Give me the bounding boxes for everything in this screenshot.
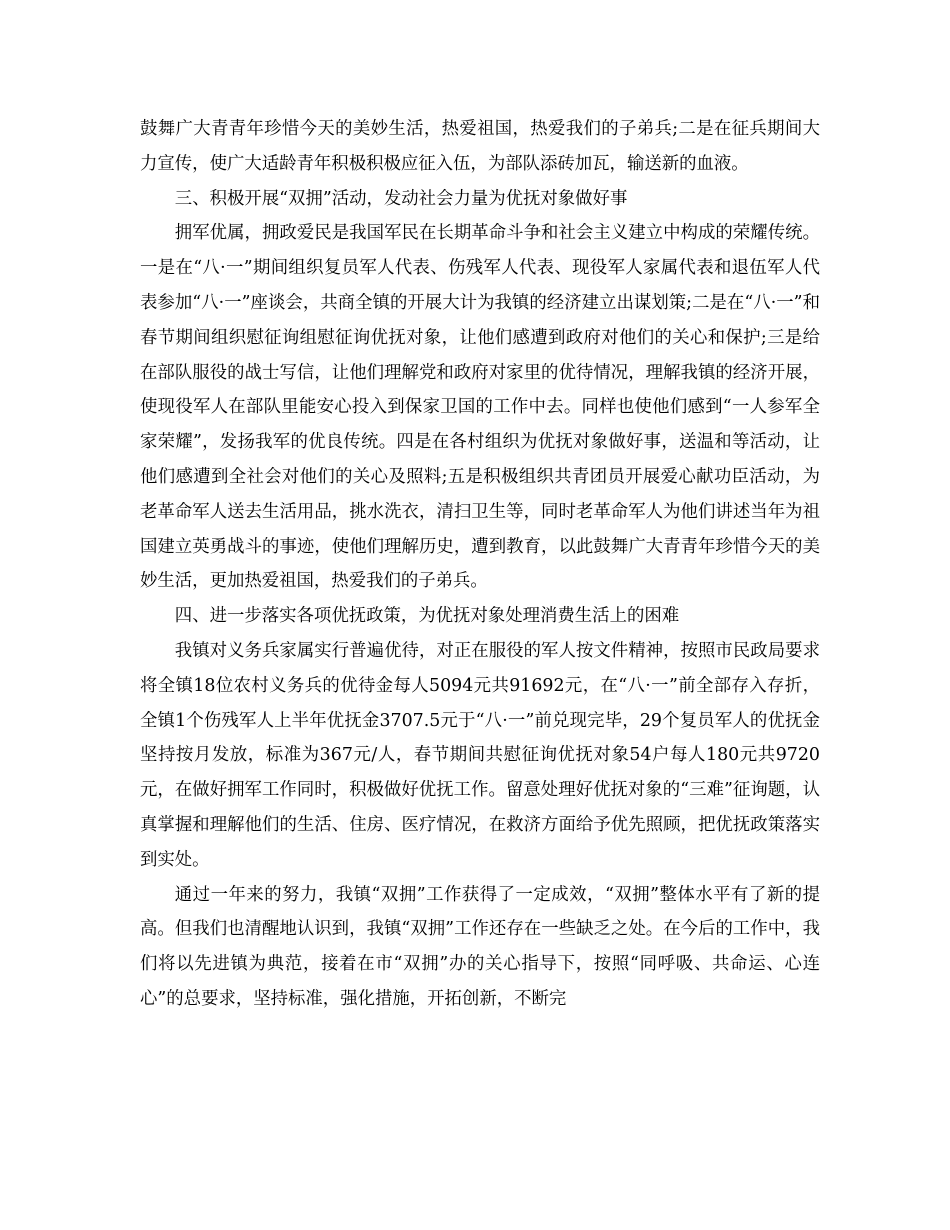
section-heading-three: 三、积极开展“双拥”活动，发动社会力量为优抚对象做好事 [174,188,628,209]
paragraph-support-military: 拥军优属，拥政爱民是我国军民在长期革命斗争和社会主义建立中构成的荣耀传统。一是在“八·一”期间组织复员军人代表、伤残军人代表、现役军人家属代表和退伍军人代表参加“八·一”座谈会，共商全镇的开展大计为我镇的经济建立出谋划策;二是在“八·一”和春节期间组织慰征询组慰征询优抚对象，让他们感遭到政府对他们的关心和保护;三是给在部队服役的战士写信，让他们理解党和政府对家里的优待情况，理解我镇的经济开展，使现役军人在部队里能安心投入到保家卫国的工作中去。同样也使他们感到“一人参军全家荣耀”，发扬我军的优良传统。四是在各村组织为优抚对象做好事，送温和等活动，让他们感遭到全社会对他们的关心及照料;五是积极组织共青团员开展爱心献功臣活动，为老革命军人送去生活用品，挑水洗衣，清扫卫生等，同时老革命军人为他们讲述当年为祖国建立英勇战斗的事迹，使他们理解历史，遭到教育，以此鼓舞广大青青年珍惜今天的美妙生活，更加热爱祖国，热爱我们的子弟兵。 [140,223,820,592]
paragraph-continuation: 鼓舞广大青青年珍惜今天的美妙生活，热爱祖国，热爱我们的子弟兵;二是在征兵期间大力宣传，使广大适龄青年积极积极应征入伍，为部队添砖加瓦，输送新的血液。 [140,119,820,174]
paragraph-summary: 通过一年来的努力，我镇“双拥”工作获得了一定成效，“双拥”整体水平有了新的提高。但我们也清醒地认识到，我镇“双拥”工作还存在一些缺乏之处。在今后的工作中，我们将以先进镇为典范，接着在市“双拥”办的关心指导下，按照“同呼吸、共命运、心连心”的总要求，坚持标准，强化措施，开拓创新，不断完 [140,884,820,1009]
paragraph-preferential-policies: 我镇对义务兵家属实行普遍优待，对正在服役的军人按文件精神，按照市民政局要求将全镇18位农村义务兵的优待金每人5094元共91692元，在“八·一”前全部存入存折，全镇1个伤残军人上半年优抚金3707.5元于“八·一”前兑现完毕，29个复员军人的优抚金坚持按月发放，标准为367元/人，春节期间共慰征询优抚对象54户每人180元共9720元，在做好拥军工作同时，积极做好优抚工作。留意处理好优抚对象的“三难”征询题，认真掌握和理解他们的生活、住房、医疗情况，在救济方面给予优先照顾，把优抚政策落实到实处。 [140,640,820,870]
section-heading-four: 四、进一步落实各项优抚政策，为优抚对象处理消费生活上的困难 [174,606,680,627]
document-body [140,112,820,1017]
